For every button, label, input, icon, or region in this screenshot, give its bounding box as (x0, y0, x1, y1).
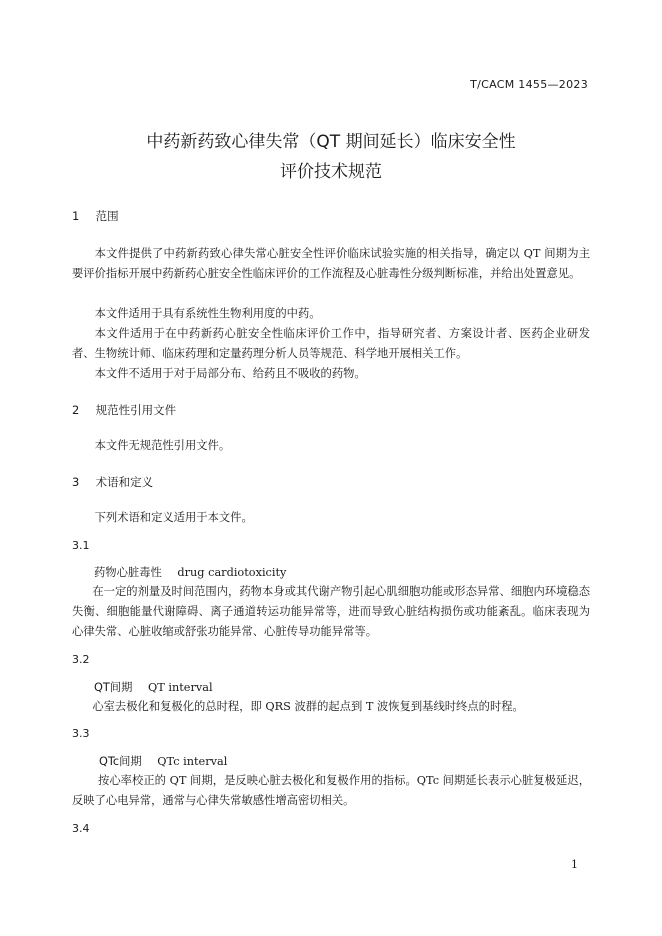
term-number: 3.2 (72, 653, 90, 666)
document-title-line-1: 中药新药致心律失常（QT 期间延长）临床安全性 (146, 132, 516, 152)
document-title-line-2: 评价技术规范 (280, 162, 382, 182)
section-3-heading (72, 474, 153, 490)
term-heading (94, 564, 286, 580)
term-number: 3.3 (72, 727, 90, 740)
term-definition: 心室去极化和复极化的总时程，即 QRS 波群的起点到 T 波恢复到基线时终点的时程。 (92, 700, 524, 713)
section-3-paragraph-1: 下列术语和定义适用于本文件。 (94, 511, 253, 524)
term-number: 3.4 (72, 822, 90, 835)
section-title: 术语和定义 (95, 475, 154, 489)
section-1-paragraph-4: 本文件不适用于对于局部分布、给药且不吸收的药物。 (94, 367, 366, 380)
term-english: QTc interval (157, 755, 228, 768)
term-number: 3.1 (72, 539, 90, 552)
term-english: drug cardiotoxicity (177, 566, 287, 579)
term-english: QT interval (147, 681, 213, 694)
section-number: 3 (72, 475, 80, 489)
section-2-heading (72, 402, 176, 418)
section-title: 范围 (95, 209, 119, 223)
term-definition: 在一定的剂量及时间范围内，药物本身或其代谢产物引起心肌细胞功能或形态异常、细胞内环境稳态失衡、细胞能量代谢障碍、离子通道转运功能异常等，进而导致心脏结构损伤或功能紊乱。临床表现为心律失常、心脏收缩或舒张功能异常、心脏传导功能异常等。 (72, 585, 590, 638)
term-chinese: QT间期 (94, 681, 133, 694)
section-number: 2 (72, 403, 80, 417)
term-chinese: QTc间期 (99, 755, 142, 768)
section-1-paragraph-1: 本文件提供了中药新药致心律失常心脏安全性评价临床试验实施的相关指导，确定以 QT 间期为主要评价指标开展中药新药心脏安全性临床评价的工作流程及心脏毒性分级判断标准，并给出处置意见。 (72, 247, 590, 280)
section-1-paragraph-2: 本文件适用于具有系统性生物利用度的中药。 (94, 307, 321, 320)
section-1-heading (72, 208, 119, 224)
term-heading (99, 753, 227, 769)
section-number: 1 (72, 209, 80, 223)
term-heading (94, 679, 213, 695)
section-1-paragraph-3: 本文件适用于在中药新药心脏安全性临床评价工作中，指导研究者、方案设计者、医药企业研发者、生物统计师、临床药理和定量药理分析人员等规范、科学地开展相关工作。 (72, 327, 590, 360)
section-2-paragraph-1: 本文件无规范性引用文件。 (94, 439, 231, 452)
page-number: 1 (571, 858, 578, 871)
term-chinese: 药物心脏毒性 (94, 566, 162, 579)
document-code: T/CACM 1455—2023 (470, 78, 588, 91)
term-definition: 按心率校正的 QT 间期，是反映心脏去极化和复极作用的指标。QTc 间期延长表示心脏复极延迟，反映了心电异常，通常与心律失常敏感性增高密切相关。 (72, 774, 590, 807)
section-title: 规范性引用文件 (95, 403, 177, 417)
